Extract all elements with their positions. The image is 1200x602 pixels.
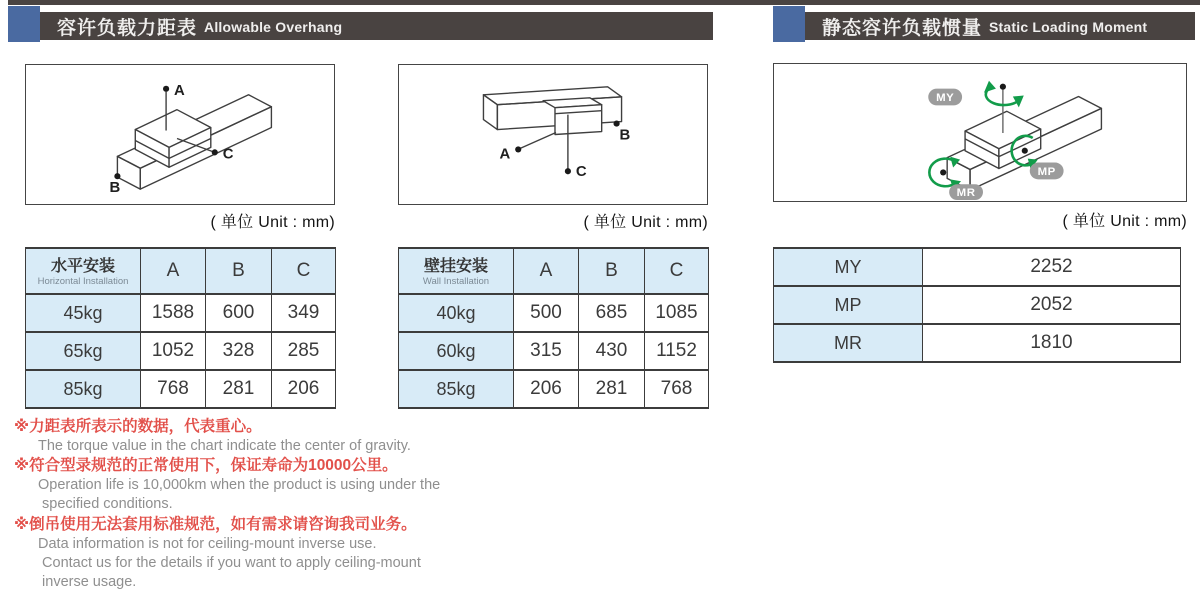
table-row bbox=[399, 294, 709, 332]
my-arrowhead-right bbox=[1013, 96, 1024, 108]
right-section-header bbox=[805, 12, 1195, 40]
header-accent-square-left bbox=[8, 6, 40, 42]
moment-value-cell: 1810 bbox=[923, 324, 1181, 362]
value-cell: 281 bbox=[579, 370, 645, 408]
mr-axis-dot bbox=[940, 169, 946, 175]
note-en-line: Data information is not for ceiling-mount inverse use. bbox=[38, 535, 377, 552]
right-header-title-zh: 静态容许负载惯量 bbox=[822, 17, 983, 39]
point-a-label: A bbox=[499, 146, 511, 163]
value-cell: 768 bbox=[645, 370, 709, 408]
left-header-title-zh: 容许负载力距表 bbox=[57, 17, 198, 39]
load-cell: 65kg bbox=[26, 332, 141, 370]
right-header-title-en: Static Loading Moment bbox=[989, 19, 1148, 35]
table-row bbox=[26, 370, 336, 408]
row-header-zh: 壁挂安装 bbox=[423, 258, 488, 275]
diagram-static-moment bbox=[773, 63, 1187, 202]
table-horizontal-installation bbox=[25, 247, 336, 409]
rail-drawing bbox=[947, 97, 1101, 191]
point-c-label: C bbox=[222, 146, 234, 163]
table-wall-installation bbox=[398, 247, 709, 409]
value-cell: 349 bbox=[272, 294, 336, 332]
value-cell: 285 bbox=[272, 332, 336, 370]
diagram-wall-installation bbox=[398, 64, 708, 205]
col-header-a: A bbox=[514, 248, 579, 294]
value-cell: 430 bbox=[579, 332, 645, 370]
table-row bbox=[399, 370, 709, 408]
mr-arrowhead-top bbox=[950, 157, 960, 168]
value-cell: 768 bbox=[141, 370, 206, 408]
my-axis-dot bbox=[1000, 84, 1006, 90]
note-en-line: inverse usage. bbox=[38, 574, 137, 591]
note-zh: ※力距表所表示的数据，代表重心。 bbox=[14, 418, 262, 435]
note-zh: ※符合型录规范的正常使用下，保证寿命为10000公里。 bbox=[14, 457, 398, 475]
my-badge-label: MY bbox=[936, 92, 955, 104]
value-cell: 1588 bbox=[141, 294, 206, 332]
value-cell: 206 bbox=[272, 370, 336, 408]
unit-label-moment: ( 单位 Unit : mm) bbox=[1062, 213, 1187, 230]
row-header-zh: 水平安装 bbox=[50, 258, 115, 275]
value-cell: 500 bbox=[514, 294, 579, 332]
rail-drawing bbox=[117, 92, 271, 189]
table-static-moment bbox=[773, 247, 1181, 363]
carriage-drawing bbox=[543, 98, 602, 135]
value-cell: 328 bbox=[206, 332, 272, 370]
row-header-en: Wall Installation bbox=[422, 276, 490, 287]
moment-value-cell: 2252 bbox=[923, 248, 1181, 286]
header-accent-square-right bbox=[773, 6, 805, 42]
col-header-b: B bbox=[206, 248, 272, 294]
value-cell: 315 bbox=[514, 332, 579, 370]
col-header-c: C bbox=[272, 248, 336, 294]
point-a-dot bbox=[515, 146, 521, 152]
row-header-en: Horizontal Installation bbox=[37, 276, 129, 287]
load-cell: 45kg bbox=[26, 294, 141, 332]
col-header-a: A bbox=[141, 248, 206, 294]
value-cell: 685 bbox=[579, 294, 645, 332]
col-header-b: B bbox=[579, 248, 645, 294]
point-b-dot bbox=[614, 121, 620, 127]
value-cell: 1152 bbox=[645, 332, 709, 370]
load-cell: 85kg bbox=[26, 370, 141, 408]
moment-value-cell: 2052 bbox=[923, 286, 1181, 324]
unit-label-wall: ( 单位 Unit : mm) bbox=[583, 214, 708, 231]
note-en-line: The torque value in the chart indicate the center of gravity. bbox=[38, 438, 411, 454]
load-cell: 85kg bbox=[399, 370, 514, 408]
note-item bbox=[14, 417, 614, 456]
table-row bbox=[26, 332, 336, 370]
note-en-line: Operation life is 10,000km when the product is using under the bbox=[38, 477, 441, 494]
mp-axis-dot bbox=[1022, 148, 1028, 154]
mr-badge-label: MR bbox=[956, 187, 976, 200]
left-section-header bbox=[40, 12, 713, 40]
value-cell: 1052 bbox=[141, 332, 206, 370]
point-b-label: B bbox=[109, 180, 121, 197]
point-b-label: B bbox=[619, 127, 631, 144]
table-header-row bbox=[399, 248, 709, 294]
point-c-dot bbox=[212, 149, 218, 155]
value-cell: 206 bbox=[514, 370, 579, 408]
note-zh: ※倒吊使用无法套用标准规范，如有需求请咨询我司业务。 bbox=[14, 515, 417, 533]
table-row bbox=[26, 294, 336, 332]
value-cell: 600 bbox=[206, 294, 272, 332]
point-a-dot bbox=[163, 86, 169, 92]
point-b-dot bbox=[114, 173, 120, 179]
col-header-c: C bbox=[645, 248, 709, 294]
moment-label-cell: MY bbox=[774, 248, 923, 286]
left-header-title-en: Allowable Overhang bbox=[204, 19, 343, 35]
table-row bbox=[774, 286, 1181, 324]
footnotes bbox=[14, 417, 614, 592]
moment-label-cell: MR bbox=[774, 324, 923, 362]
point-a-label: A bbox=[174, 82, 185, 99]
note-en-line: Contact us for the details if you want to apply ceiling-mount bbox=[38, 554, 421, 571]
row-header-cell bbox=[399, 248, 514, 294]
point-c-dot bbox=[565, 168, 571, 174]
table-row bbox=[774, 248, 1181, 286]
top-edge-strip bbox=[8, 0, 1200, 5]
table-row bbox=[774, 324, 1181, 362]
diagram-horizontal-installation bbox=[25, 64, 335, 205]
note-en-line: specified conditions. bbox=[38, 496, 173, 513]
mp-badge-label: MP bbox=[1037, 165, 1056, 178]
note-item bbox=[14, 456, 614, 514]
value-cell: 281 bbox=[206, 370, 272, 408]
unit-label-horizontal: ( 单位 Unit : mm) bbox=[210, 214, 335, 231]
load-cell: 60kg bbox=[399, 332, 514, 370]
moment-label-cell: MP bbox=[774, 286, 923, 324]
point-c-label: C bbox=[575, 164, 587, 181]
note-item bbox=[14, 515, 614, 593]
load-cell: 40kg bbox=[399, 294, 514, 332]
row-header-cell bbox=[26, 248, 141, 294]
table-row bbox=[399, 332, 709, 370]
table-header-row bbox=[26, 248, 336, 294]
value-cell: 1085 bbox=[645, 294, 709, 332]
my-arrowhead-left bbox=[984, 81, 996, 93]
